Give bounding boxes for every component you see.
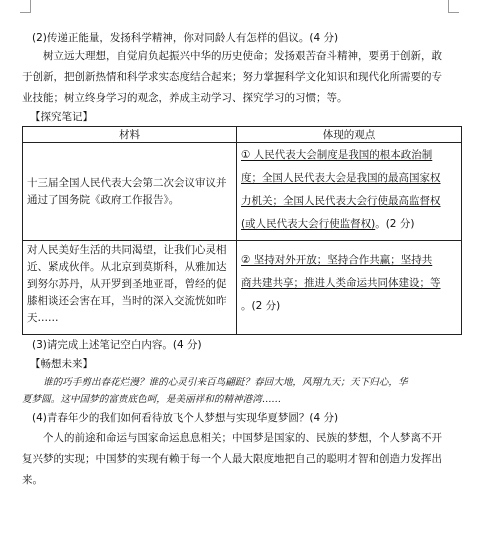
material-line: 近、紧成伙伴。从北京到莫斯科，从雅加达 xyxy=(27,261,227,273)
material-cell xyxy=(23,241,237,335)
answer-line: 于创新，把创新热情和科学求实态度结合起来；努力掌握科学文化知识和现代化所需要的专 xyxy=(22,71,442,83)
view-line-underlined: (或人民代表大会行使监督权) xyxy=(241,218,376,230)
view-line: 力机关；全国人民代表大会行使最高监督权 xyxy=(241,195,441,207)
view-line: ① 人民代表大会制度是我国的根本政治制 xyxy=(241,149,433,161)
quote-line: 夏梦圆。这中国梦的富贵底色呵，是美丽祥和的精神港湾…… xyxy=(22,394,282,405)
question-2-answer xyxy=(22,46,462,109)
view-line: 度；全国人民代表大会是我国的最高国家权 xyxy=(241,172,441,184)
explore-notes-heading: 【探究笔记】 xyxy=(30,111,93,123)
page-corner-mark-left xyxy=(20,0,31,13)
question-4-answer xyxy=(22,428,462,491)
quote-line: 谁的巧手剪出春花烂漫？谁的心灵引来百鸟翩跹？春回大地，风翔九天；天下归心，华 xyxy=(43,377,408,388)
view-line: ② 坚持对外开放；坚持合作共赢；坚持共 xyxy=(241,254,433,266)
question-3-prompt: (3)请完成上述笔记空白内容。(4 分) xyxy=(32,339,202,351)
question-2-prompt: (2)传递正能量，发扬科学精神，你对同龄人有怎样的倡议。(4 分) xyxy=(32,32,339,44)
explore-notes-table xyxy=(22,126,462,335)
material-line: 到努尔苏丹，从开罗到圣地亚哥，曾经的促 xyxy=(27,278,227,290)
material-line: 膝相谈还会害在耳，当时的深入交流恍如昨 xyxy=(27,295,227,307)
material-line: 天…… xyxy=(27,312,59,324)
document-page xyxy=(22,30,462,491)
answer-line: 来。 xyxy=(22,474,43,486)
table-row xyxy=(23,143,462,241)
view-line xyxy=(241,213,457,236)
future-heading: 【畅想未来】 xyxy=(30,358,93,370)
table-row xyxy=(23,241,462,335)
view-cell xyxy=(237,241,462,335)
view-line: 商共建共享；推进人类命运共同体建设；等 xyxy=(241,277,441,289)
answer-line: 个人的前途和命运与国家命运息息相关；中国梦是国家的、民族的梦想，个人梦离不开 xyxy=(43,432,442,444)
answer-line: 复兴梦的实现；中国梦的实现有赖于每一个人最大限度地把自己的聪明才智和创造力发挥出 xyxy=(22,453,442,465)
material-line: 对人民美好生活的共同渴望，让我们心灵相 xyxy=(27,244,227,256)
page-corner-mark-right xyxy=(448,0,459,13)
answer-line: 树立远大理想，自觉肩负起振兴中华的历史使命；发扬艰苦奋斗精神，要勇于创新，敢 xyxy=(43,50,442,62)
view-score: 。(2 分) xyxy=(241,300,281,312)
material-line: 通过了国务院《政府工作报告》。 xyxy=(27,193,180,206)
column-header-view: 体现的观点 xyxy=(237,127,462,143)
column-header-material: 材料 xyxy=(23,127,237,143)
material-line: 十三届全国人民代表大会第二次会议审议并 xyxy=(27,176,227,189)
answer-line: 业技能；树立终身学习的观念，养成主动学习、探究学习的习惯；等。 xyxy=(22,92,348,104)
view-score: 。(2 分) xyxy=(375,218,415,230)
question-4-prompt: (4)青春年少的我们如何看待放飞个人梦想与实现华夏梦圆？(4 分) xyxy=(32,412,339,424)
material-cell xyxy=(23,143,237,241)
view-cell xyxy=(237,143,462,241)
table-header-row xyxy=(23,127,462,143)
